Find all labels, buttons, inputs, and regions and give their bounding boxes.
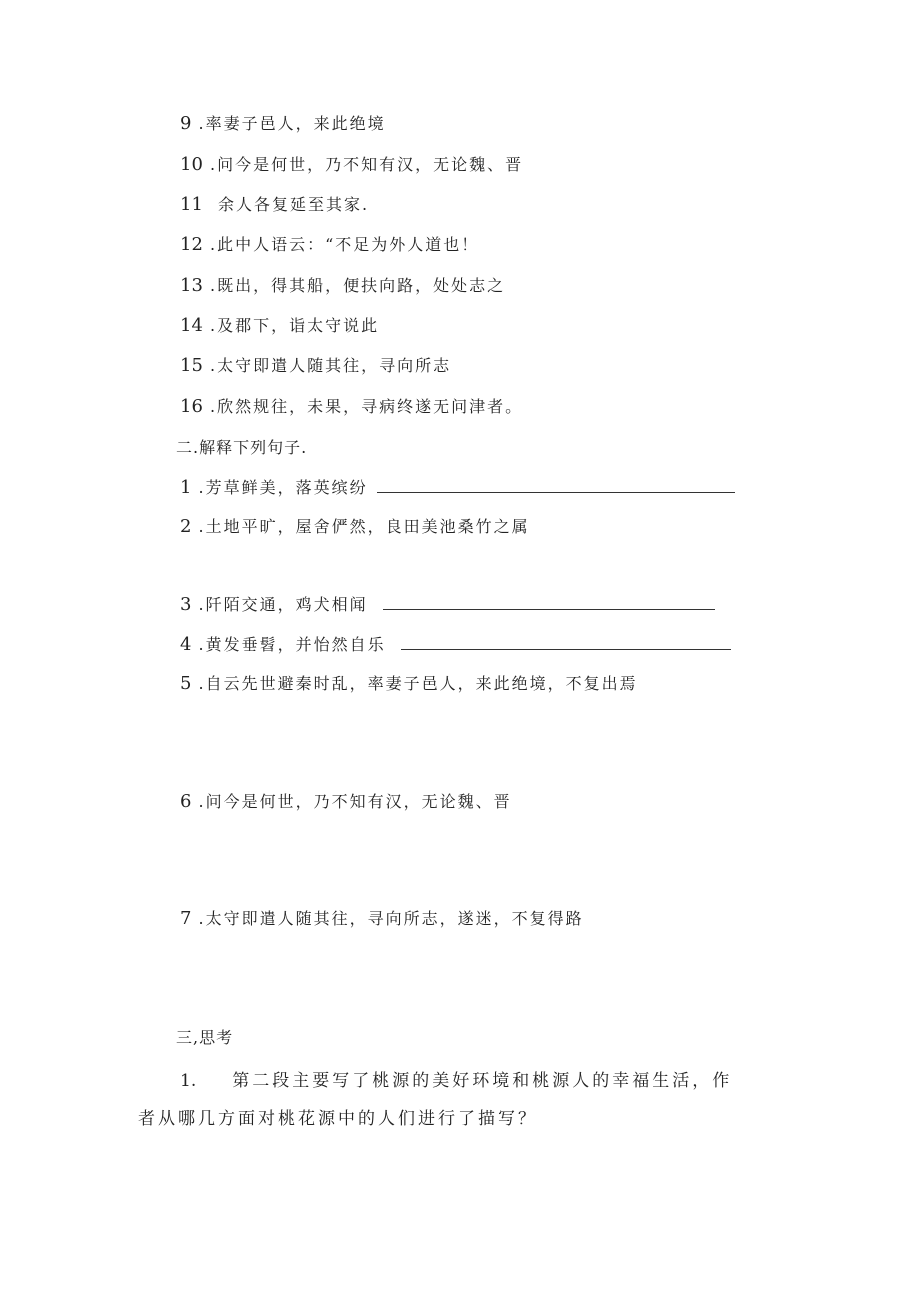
item-text: .既出，得其船，便扶向路，处处志之 — [210, 276, 506, 295]
list-item — [180, 789, 512, 812]
question-text-1: 第二段主要写了桃源的美好环境和桃源人的幸福生活，作 — [232, 1071, 733, 1091]
item-number: 2 — [180, 516, 192, 537]
item-number: 1 — [180, 477, 192, 498]
item-text: .太守即遣人随其往，寻向所志 — [210, 356, 452, 375]
list-item — [180, 632, 731, 655]
item-text: .率妻子邑人，来此绝境 — [198, 114, 386, 133]
question-line-1 — [180, 1066, 732, 1091]
section-heading: 二.解释下列句子. — [176, 438, 308, 457]
item-text: .问今是何世，乃不知有汉，无论魏、晋 — [198, 792, 512, 811]
section-heading: 三,思考 — [176, 1028, 234, 1047]
item-text: .太守即遣人随其往，寻向所志，遂迷，不复得路 — [198, 909, 584, 928]
item-number: 4 — [180, 634, 192, 655]
item-text: .土地平旷，屋舍俨然，良田美池桑竹之属 — [198, 517, 530, 536]
question-line-2: 者从哪几方面对桃花源中的人们进行了描写？ — [138, 1109, 538, 1129]
list-item — [180, 906, 584, 929]
item-number: 5 — [180, 673, 192, 694]
item-number: 15 — [180, 355, 203, 376]
list-item — [180, 192, 369, 215]
list-item — [180, 592, 715, 615]
list-item — [180, 353, 451, 376]
item-number: 3 — [180, 594, 192, 615]
list-item — [180, 475, 735, 498]
item-number: 14 — [180, 315, 203, 336]
item-number: 16 — [180, 396, 203, 417]
question-number: 1. — [180, 1071, 197, 1091]
item-number: 6 — [180, 791, 192, 812]
item-text: 余人各复延至其家. — [218, 195, 370, 214]
item-text: .芳草鲜美，落英缤纷 — [198, 478, 368, 497]
list-item — [180, 111, 386, 134]
item-text: .及郡下，诣太守说此 — [210, 316, 380, 335]
answer-blank[interactable] — [383, 609, 715, 610]
list-item — [180, 671, 638, 694]
answer-blank[interactable] — [377, 492, 735, 493]
item-number: 13 — [180, 275, 203, 296]
item-text: .此中人语云：“不足为外人道也！ — [210, 235, 480, 254]
list-item — [180, 232, 479, 255]
item-text: .阡陌交通，鸡犬相闻 — [198, 595, 368, 614]
item-text: .问今是何世，乃不知有汉，无论魏、晋 — [210, 155, 524, 174]
item-number: 10 — [180, 154, 203, 175]
item-number: 9 — [180, 113, 192, 134]
item-text: .自云先世避秦时乱，率妻子邑人，来此绝境，不复出焉 — [198, 674, 638, 693]
item-text: .欣然规往，未果，寻病终遂无问津者。 — [210, 397, 524, 416]
list-item — [180, 273, 505, 296]
item-number: 7 — [180, 908, 192, 929]
item-number: 11 — [180, 194, 203, 215]
answer-blank[interactable] — [401, 649, 731, 650]
list-item — [180, 152, 523, 175]
list-item — [180, 313, 379, 336]
list-item — [180, 514, 530, 537]
list-item — [180, 394, 523, 417]
item-number: 12 — [180, 234, 203, 255]
item-text: .黄发垂髫，并怡然自乐 — [198, 635, 386, 654]
